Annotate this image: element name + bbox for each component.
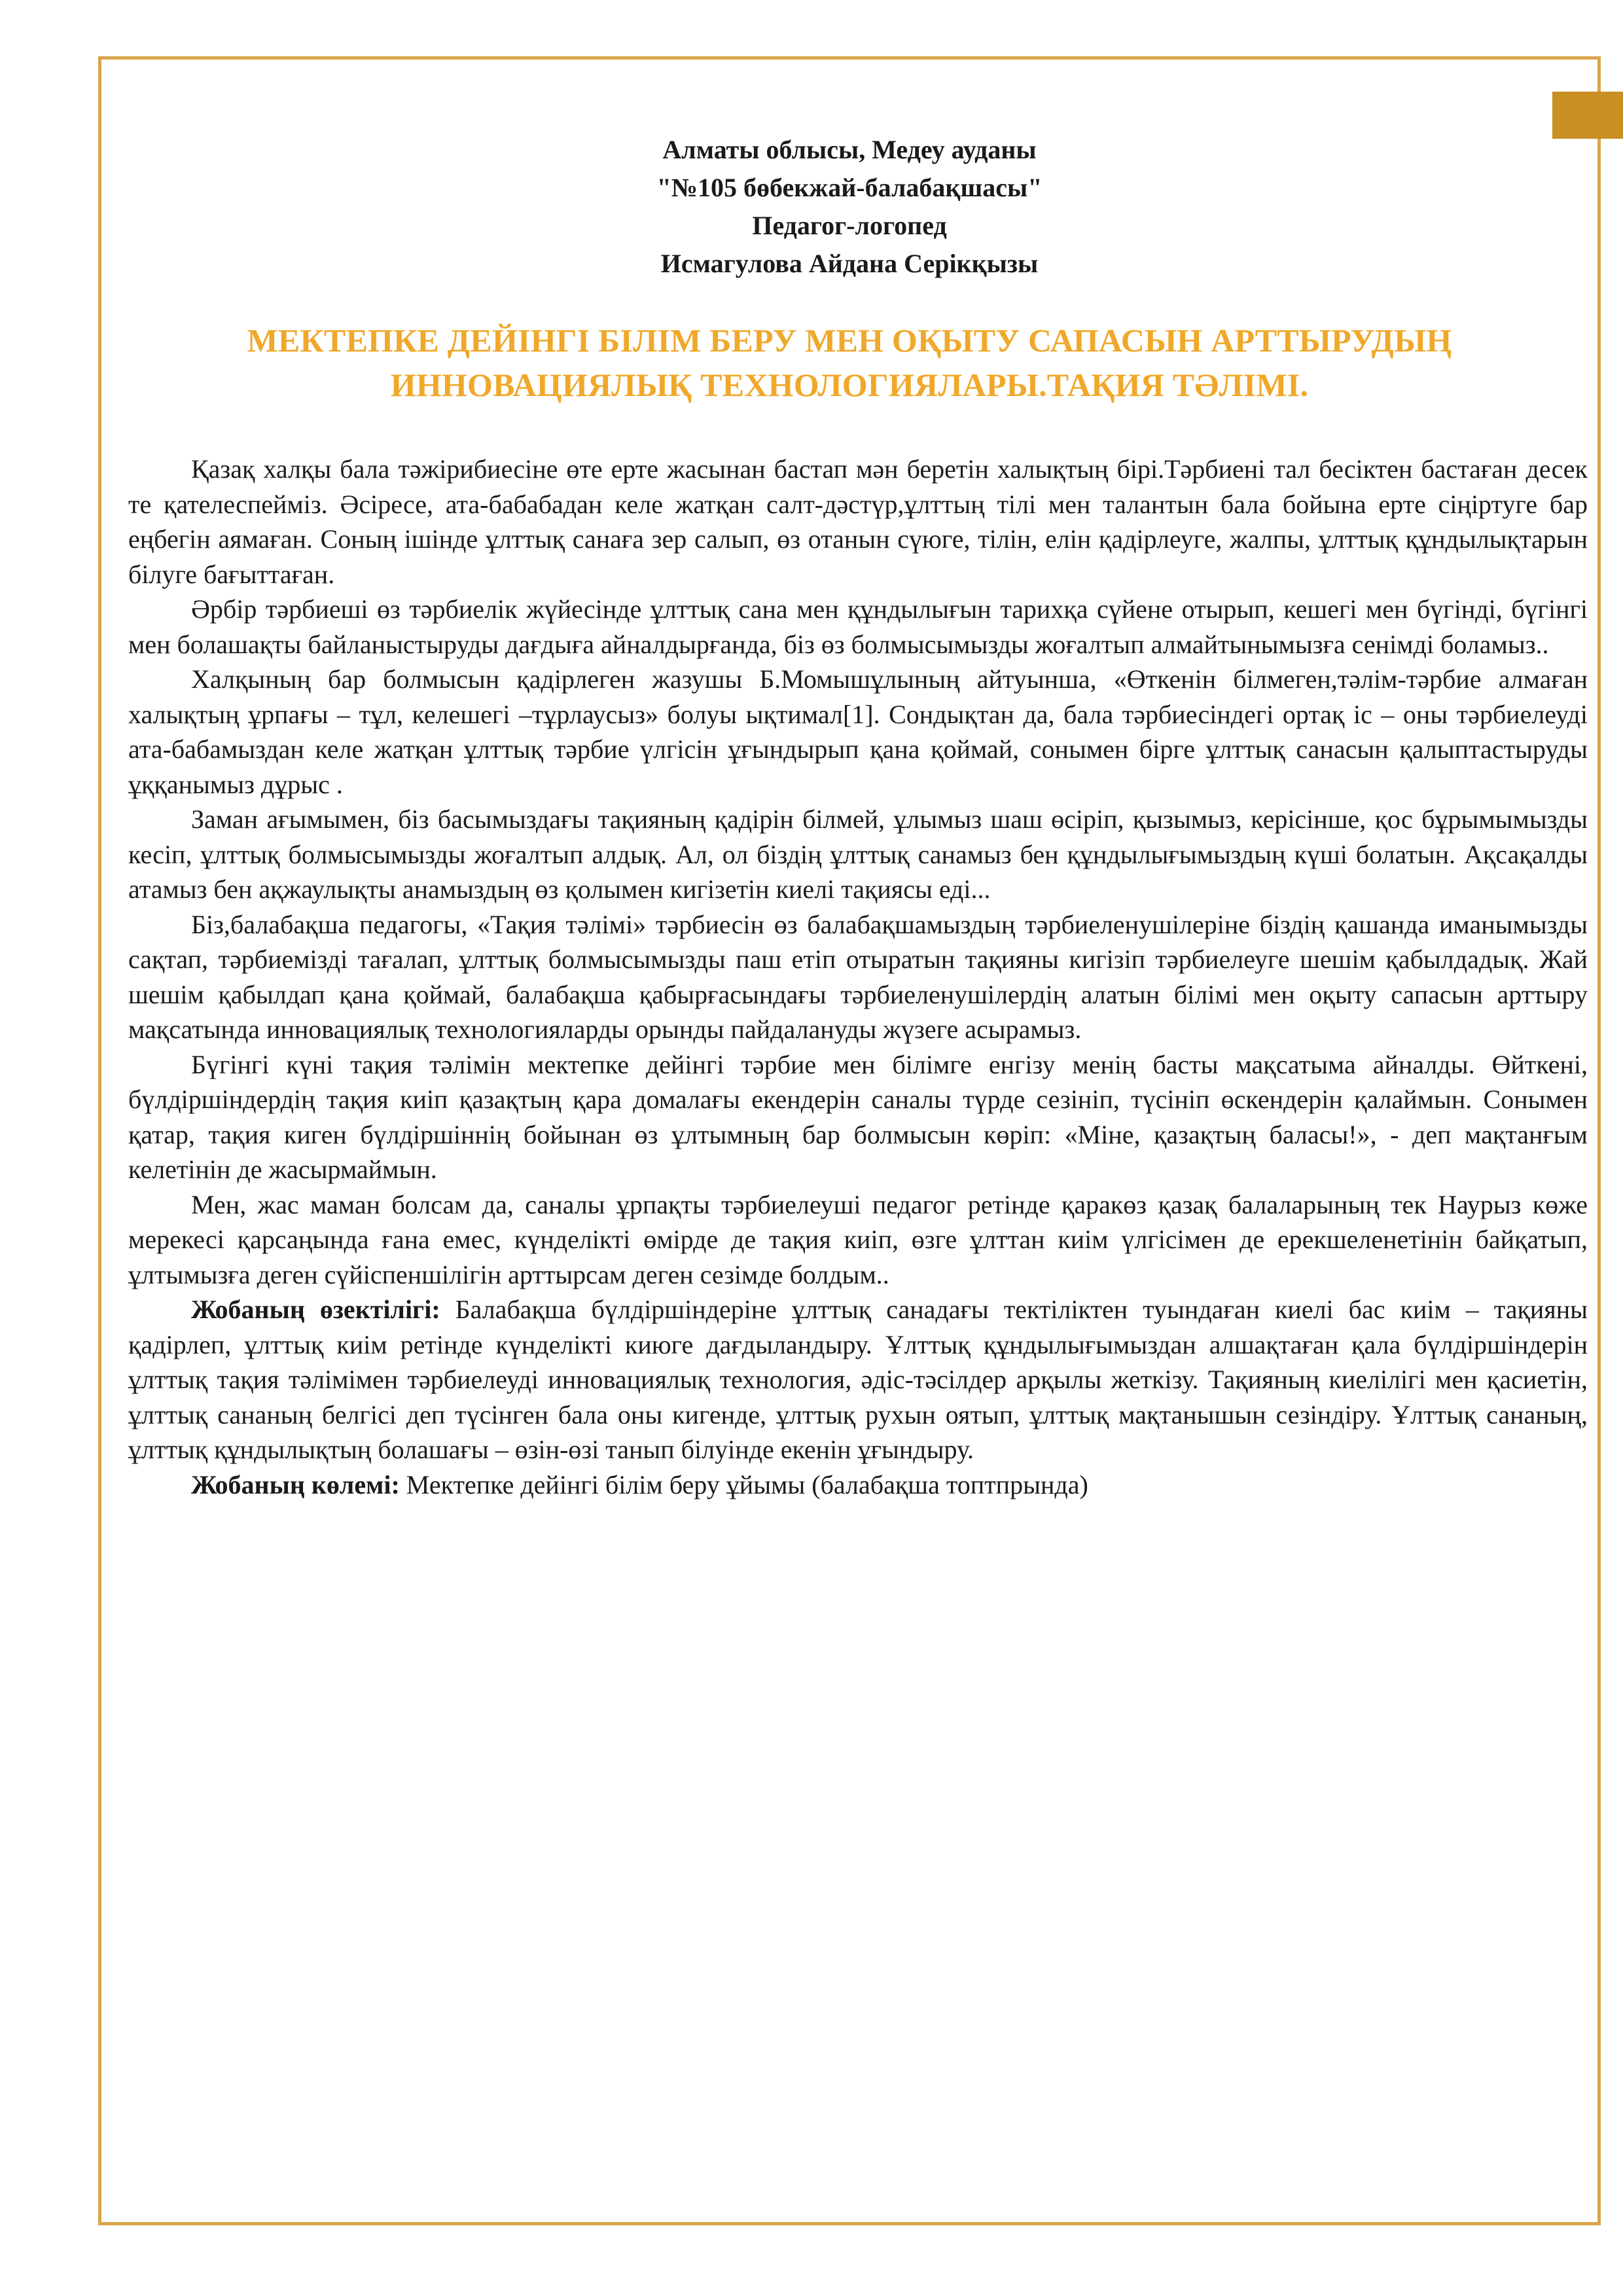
scope-text: Мектепке дейінгі білім беру ұйымы (балабақша топтпрында) [399, 1469, 1088, 1499]
paragraph-6: Бүгінгі күні тақия тәлімін мектепке дейінгі тәрбие мен білімге енгізу менің басты мақсатыма айналды. Өйткені, бүлдіршіндердің тақия киіп қазақтың қара домалағы екендерін саналы түрде сезініп, түсініп өскендерін қалаймын. Сонымен қатар, тақия киген бүлдіршіннің бойынан өз ұлтымның бар болмысын көріп: «Міне, қазақтың баласы!», - деп мақтанғым келетінін де жасырмаймын. [128, 1049, 1588, 1184]
paragraph-5: Біз,балабақша педагогы, «Тақия тәлімі» тәрбиесін өз балабақшамыздың тәрбиеленушілеріне біздің қашанда иманымызды сақтап, тәрбиемізді тағалап, ұлттық болмысымызды паш етіп отыратын тақияны кигізіп тәрбиелеуге шешім қабылдадық. Жай шешім қабылдап қана қоймай, балабақша қабырғасындағы тәрбиеленушілердің алатын білімі мен оқыту сапасын арттыру мақсатында инновациялық технологияларды орынды пайдалануды жүзеге асырамыз. [128, 909, 1588, 1044]
document-title [118, 318, 1581, 407]
title-line-1: МЕКТЕПКЕ ДЕЙІНГІ БІЛІМ БЕРУ МЕН ОҚЫТУ САПАСЫН АРТТЫРУДЫҢ [247, 322, 1452, 359]
header-position: Педагог-логопед [752, 211, 947, 240]
relevance-paragraph [128, 1292, 1588, 1467]
header-region: Алматы облысы, Медеу ауданы [662, 135, 1037, 164]
paragraph-3: Халқының бар болмысын қадірлеген жазушы Б.Момышұлының айтуынша, «Өткенін білмеген,тәлім-тәрбие алмаған халықтың ұрпағы – тұл, келешегі –тұрлаусыз» болуы ықтимал[1]. Сондықтан да, бала тәрбиесіндегі ортақ іс – оны тәрбиелеуді ата-бабамыздан келе жатқан ұлттық тәрбие үлгісін ұғындырып қана қоймай, сонымен бірге ұлттық санасын қалыптастыруды ұққанымыз дұрыс . [128, 664, 1588, 799]
document-body [128, 452, 1588, 1502]
paragraph-4: Заман ағымымен, біз басымыздағы тақияның қадірін білмей, ұлымыз шаш өсіріп, қызымыз, керісінше, қос бұрымымызды кесіп, ұлттық болмысымызды жоғалтып алдық. Ал, ол біздің ұлттық санамыз бен құндылығымыздың күші болатын. Ақсақалды атамыз бен ақжаулықты анамыздың өз қолымен кигізетін киелі тақиясы еді... [128, 804, 1588, 904]
header-author-name: Исмагулова Айдана Серікқызы [660, 249, 1039, 278]
paragraph-7: Мен, жас маман болсам да, саналы ұрпақты тәрбиелеуші педагог ретінде қаракөз қазақ балаларының тек Наурыз көже мерекесі қарсаңында ғана емес, күнделікті өмірде де тақия киіп, өзге ұлттан киім үлгісімен де ерекшеленетінін байқатып, ұлтымызға деген сүйіспеншілігін арттырсам деген сезімде болдым.. [128, 1189, 1588, 1289]
author-header [118, 131, 1581, 283]
scope-paragraph [128, 1467, 1588, 1503]
header-institution: "№105 бөбекжай-балабақшасы" [656, 173, 1043, 202]
relevance-label: Жобаның өзектілігі: [191, 1295, 440, 1324]
relevance-text: Балабақша бүлдіршіндеріне ұлттық санадағы тектіліктен туындаған киелі бас киім – тақияны қадірлеп, ұлттық киім ретінде күнделікті киюге дағдыландыру. Ұлттық құндылығымыздан алшақтаған қала бүлдіршіндерін ұлттық тақия тәлімімен тәрбиелеуді инновациялық технология, әдіс-тәсілдер арқылы жеткізу. Тақияның киелілігі мен қасиетін, ұлттық сананың белгісі деп түсінген бала оны кигенде, ұлттық рухын оятып, ұлттық мақтанышын сезіндіру. Ұлттық сананың, ұлттық құндылықтың болашағы – өзін-өзі танып білуінде екенін ұғындыру. [128, 1295, 1588, 1464]
paragraph-2: Әрбір тәрбиеші өз тәрбиелік жүйесінде ұлттық сана мен құндылығын тарихқа сүйене отырып, кешегі мен бүгінді, бүгінгі мен болашақты байланыстыруды дағдыға айналдырғанда, біз өз болмысымызды жоғалтып алмайтынымызға сенімді боламыз.. [128, 594, 1588, 659]
scope-label: Жобаның көлемі: [191, 1469, 400, 1499]
paragraph-1: Қазақ халқы бала тәжірибиесіне өте ерте жасынан бастап мән беретін халықтың бірі.Тәрбиені тал бесіктен бастаған десек те қателеспейміз. Әсіресе, ата-бабабадан келе жатқан салт-дәстүр,ұлттың тілі мен талантын бала бойына ерте сіңіртуге бар еңбегін аямаған. Соның ішінде ұлттық санаға зер салып, өз отанын сүюге, тілін, елін қадірлеуге, жалпы, ұлттық құндылықтарын білуге бағыттаған. [128, 454, 1588, 589]
title-line-2: ИННОВАЦИЯЛЫҚ ТЕХНОЛОГИЯЛАРЫ.ТАҚИЯ ТӘЛІМІ. [390, 367, 1309, 403]
